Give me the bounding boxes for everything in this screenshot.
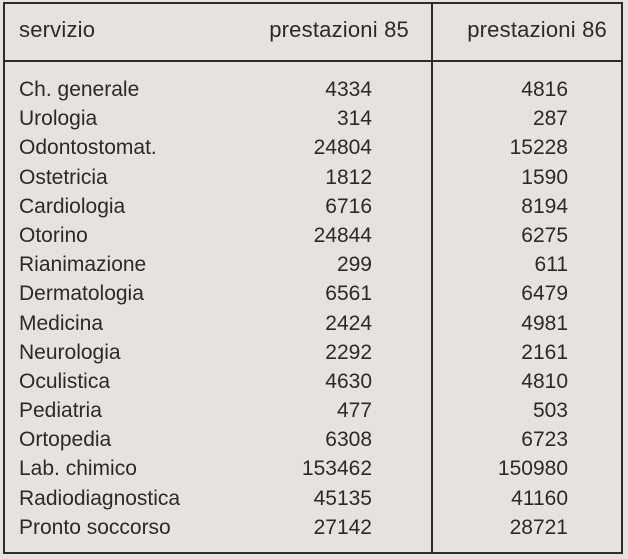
table-row — [5, 282, 621, 311]
cell-servizio: Neurologia — [19, 340, 121, 364]
cell-prestazioni-86: 503 — [532, 399, 568, 423]
table-row — [5, 428, 621, 457]
cell-prestazioni-86: 15228 — [509, 136, 568, 160]
table-row — [5, 370, 621, 399]
cell-prestazioni-85: 24804 — [313, 136, 372, 160]
cell-prestazioni-86: 1590 — [521, 165, 568, 189]
cell-servizio: Radiodiagnostica — [19, 486, 181, 510]
cell-prestazioni-85: 24844 — [313, 223, 372, 247]
cell-prestazioni-85: 2292 — [325, 340, 372, 364]
cell-servizio: Otorino — [19, 223, 88, 247]
table-header — [5, 4, 621, 62]
cell-prestazioni-86: 41160 — [511, 486, 568, 510]
table-row — [5, 399, 621, 428]
cell-prestazioni-86: 28721 — [509, 515, 568, 539]
cell-prestazioni-85: 299 — [336, 253, 372, 277]
cell-servizio: Dermatologia — [19, 282, 144, 306]
table-row — [5, 195, 621, 224]
cell-prestazioni-85: 6561 — [325, 282, 372, 306]
cell-servizio: Medicina — [19, 311, 104, 335]
header-prestazioni-86: prestazioni 86 — [467, 17, 607, 42]
table-row — [5, 487, 621, 516]
cell-prestazioni-85: 27142 — [313, 515, 372, 539]
cell-prestazioni-85: 153462 — [301, 457, 372, 481]
table-row — [5, 341, 621, 370]
cell-servizio: Ortopedia — [19, 428, 112, 452]
cell-prestazioni-86: 4810 — [521, 369, 568, 393]
table-row — [5, 166, 621, 195]
cell-prestazioni-85: 6308 — [325, 428, 372, 452]
cell-prestazioni-86: 6723 — [521, 428, 568, 452]
cell-servizio: Pronto soccorso — [19, 515, 171, 539]
cell-prestazioni-86: 6479 — [521, 282, 568, 306]
cell-servizio: Cardiologia — [19, 194, 126, 218]
table-frame — [3, 2, 623, 554]
cell-prestazioni-86: 8194 — [521, 194, 568, 218]
cell-prestazioni-86: 4816 — [521, 78, 568, 101]
header-prestazioni-85: prestazioni 85 — [269, 17, 409, 42]
table-body — [5, 78, 621, 545]
cell-servizio: Oculistica — [19, 369, 111, 393]
table-row — [5, 457, 621, 486]
table-row — [5, 224, 621, 253]
table-row — [5, 78, 621, 107]
table-row — [5, 516, 621, 545]
cell-prestazioni-86: 150980 — [497, 457, 568, 481]
table-row — [5, 312, 621, 341]
cell-prestazioni-86: 611 — [534, 253, 568, 277]
cell-prestazioni-85: 314 — [336, 107, 372, 131]
header-servizio: servizio — [19, 17, 96, 42]
cell-prestazioni-86: 6275 — [521, 223, 568, 247]
cell-servizio: Rianimazione — [19, 253, 147, 277]
table-row — [5, 136, 621, 165]
table-row — [5, 253, 621, 282]
cell-servizio: Ostetricia — [19, 165, 108, 189]
cell-servizio: Pediatria — [19, 399, 102, 423]
cell-servizio: Ch. generale — [19, 78, 140, 101]
cell-prestazioni-85: 2424 — [325, 311, 372, 335]
cell-prestazioni-85: 6716 — [325, 194, 372, 218]
cell-prestazioni-85: 4334 — [325, 78, 372, 101]
cell-prestazioni-85: 45135 — [313, 486, 372, 510]
cell-prestazioni-85: 4630 — [325, 369, 372, 393]
cell-prestazioni-85: 1812 — [325, 165, 372, 189]
cell-prestazioni-86: 287 — [532, 107, 568, 131]
cell-servizio: Lab. chimico — [19, 457, 137, 481]
table-row — [5, 107, 621, 136]
cell-prestazioni-86: 4981 — [521, 311, 568, 335]
cell-servizio: Urologia — [19, 107, 98, 131]
cell-prestazioni-85: 477 — [336, 399, 372, 423]
cell-prestazioni-86: 2161 — [521, 340, 568, 364]
cell-servizio: Odontostomat. — [19, 136, 157, 160]
